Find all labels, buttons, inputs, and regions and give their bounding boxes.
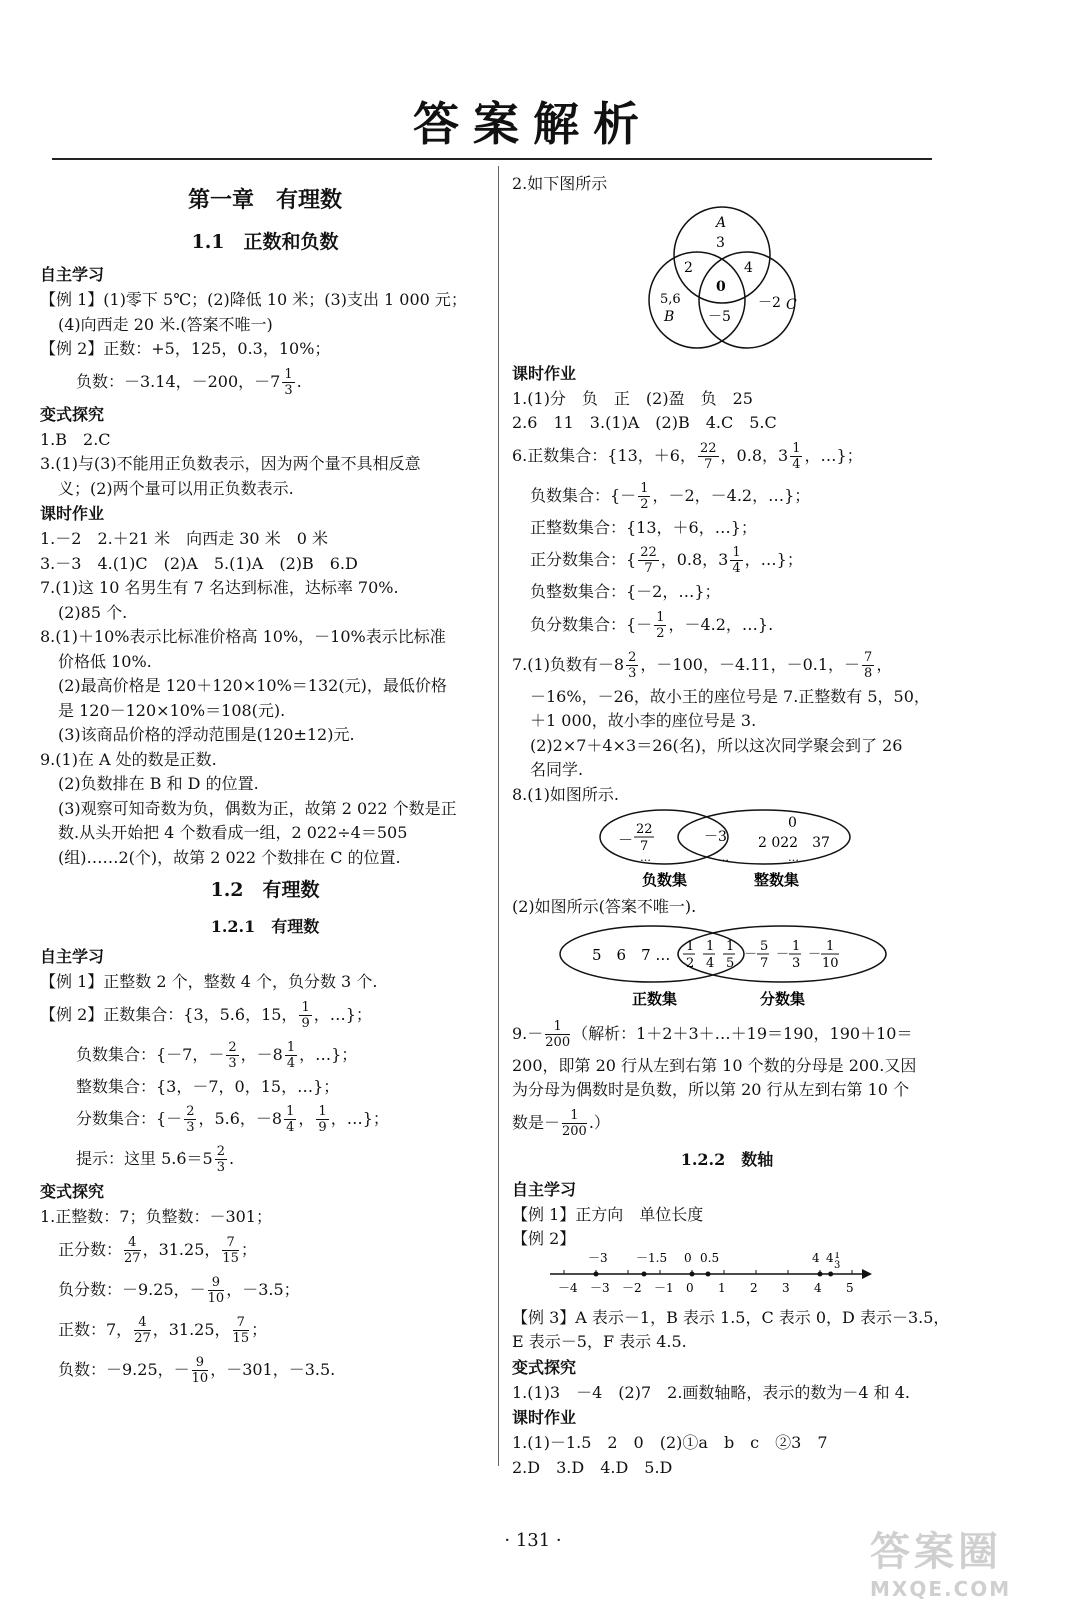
answer-line: 分数集合：{－ $\frac{2}{3}$ ，5.6̇，－8 $\frac{1}{4}$ ， $\frac{1}{9}$ ，…}； (76, 1104, 389, 1135)
positive-fraction-venn-diagram (512, 920, 942, 1010)
answer-line: 【例 1】(1)零下 5℃；(2)降低 10 米；(3)支出 1 000 元； (40, 290, 467, 309)
subsection-label: 自主学习 (40, 265, 105, 284)
subsection-label: 变式探究 (512, 1357, 577, 1377)
page-title: 答案解析 (413, 97, 653, 151)
answer-line: 名同学. (530, 760, 584, 779)
subsection-label: 自主学习 (40, 947, 105, 966)
subsection-label: 变式探究 (40, 404, 105, 424)
venn-label-c: C (786, 296, 797, 313)
fraction: $\frac{2}{3}$ (628, 649, 637, 681)
answer-line: 为分母为偶数时是负数，所以第 20 行从左到右第 10 个 (512, 1080, 910, 1099)
venn3-frac: 1 (792, 938, 801, 954)
answer-line: 义；(2)两个量可以用正负数表示. (58, 478, 294, 498)
fraction: $\frac{2}{3}$ (228, 1039, 237, 1071)
answer-line: 6.正数集合：{13，＋6， $\frac{22}{7}$ ，0.8，3 $\frac{1}{4}$ ，…}； (512, 440, 863, 472)
answer-line: 正整数集合：{13，＋6，…}； (530, 517, 757, 537)
answer-line: 1.－2 2.＋21 米 向西走 30 米 0 米 (40, 529, 328, 548)
answer-line: 7.(1)负数有－8 $\frac{2}{3}$ ，－100，－4.11，－0.1，－ $\frac{7}{8}$ ， (512, 649, 893, 681)
venn2-zero: 0 (788, 815, 797, 831)
section-heading: 1.2 有理数 (210, 879, 320, 901)
answer-line: 价格低 10%. (58, 651, 152, 671)
number-line-point-label: －3 (588, 1251, 608, 1265)
fraction: $\frac{1}{200}$ (562, 1107, 587, 1139)
fraction: $\frac{7}{8}$ (864, 649, 873, 681)
venn3-sign: － (808, 946, 822, 962)
venn3-left: 5 6 7 … (592, 945, 671, 964)
venn3-frac: 7 (760, 955, 769, 971)
fraction: $\frac{1}{9}$ (301, 999, 310, 1031)
venn2-frac-num: 22 (636, 822, 653, 837)
venn-label-a: A (716, 214, 727, 231)
subsection-label: 变式探究 (40, 1182, 105, 1201)
number-line-tick-label: 1 (718, 1280, 726, 1295)
venn-value: 0 (716, 278, 726, 295)
number-line-point-label: 0.5 (700, 1251, 720, 1265)
answer-line: 负数：－9.25，－ $\frac{9}{10}$ ，－301，－3.5. (58, 1354, 336, 1386)
answer-line: 【例 2】 (512, 1229, 576, 1248)
answer-line: 数.从头开始把 4 个数看成一组，2 022÷4＝505 (58, 823, 408, 842)
number-line-tick-label: 3 (782, 1280, 790, 1295)
number-line-tick-label: 2 (750, 1280, 758, 1295)
fraction: $\frac{1}{4}$ (732, 545, 741, 576)
answer-line: (2)负数排在 B 和 D 的位置. (58, 774, 259, 793)
venn-value: －2 (758, 294, 781, 311)
arrow-head-icon (862, 1269, 872, 1279)
venn2-label-neg: 负数集 (642, 871, 688, 889)
answer-line: 负数集合：{－ $\frac{1}{2}$ ，－2，－4.2，…}； (530, 480, 811, 512)
fraction: $\frac{4}{27}$ (134, 1314, 151, 1346)
subsection-label: 课时作业 (512, 363, 577, 383)
page-number: · 131 · (504, 1530, 562, 1551)
answer-line: 8.(1)＋10%表示比标准价格高 10%，－10%表示比标准 (40, 627, 446, 646)
chapter-heading: 第一章 有理数 (187, 187, 342, 213)
answer-line: 1.B 2.C (40, 429, 111, 449)
answer-line: 3.(1)与(3)不能用正负数表示，因为两个量不具相反意 (40, 454, 421, 473)
number-line-point-label: 4 (812, 1251, 820, 1265)
subsection-label: 自主学习 (512, 1179, 577, 1199)
answer-line: 负分数集合：{－ $\frac{1}{2}$ ，－4.2，…}. (530, 609, 774, 641)
section-heading: 1.1 正数和负数 (191, 231, 339, 253)
venn3-frac: 2 (686, 955, 695, 971)
venn3-frac: 3 (792, 955, 801, 971)
fraction: $\frac{1}{2}$ (656, 609, 665, 641)
number-line-point-label: －1.5 (636, 1251, 668, 1265)
answer-line: (2)85 个. (58, 602, 128, 622)
subsection-heading: 1.2.1 有理数 (210, 917, 320, 936)
number-line-frac-whole: 4 (826, 1251, 834, 1265)
venn2-frac-den: 7 (640, 839, 649, 854)
answer-line: 1.(1)－1.5 2 0 (2)①a b c ②3 7 (512, 1433, 828, 1452)
number-line-frac-den: 3 (834, 1259, 841, 1271)
fraction: $\frac{1}{9}$ (318, 1104, 327, 1135)
fraction: $\frac{9}{10}$ (191, 1354, 209, 1386)
answer-line: 数是－ $\frac{1}{200}$ .） (512, 1107, 610, 1139)
number-line-point (828, 1271, 833, 1276)
fraction: $\frac{1}{2}$ (640, 480, 649, 512)
fraction: $\frac{1}{200}$ (545, 1018, 571, 1050)
number-line-tick-label: －3 (590, 1280, 610, 1295)
venn3-sign: － (776, 946, 790, 962)
venn3-frac: 4 (706, 955, 715, 971)
fraction: $\frac{9}{10}$ (207, 1274, 225, 1306)
fraction: $\frac{22}{7}$ (640, 545, 657, 576)
fraction: $\frac{7}{15}$ (232, 1314, 250, 1346)
venn-value: 3 (716, 234, 725, 251)
title-rule (52, 158, 932, 160)
venn2-label-int: 整数集 (754, 871, 800, 889)
venn2-dots: … (788, 851, 799, 864)
watermark-logo (870, 1520, 1060, 1601)
venn2-mid: －3 (704, 829, 727, 845)
answer-line: 负整数集合：{－2，…}； (530, 582, 721, 601)
venn3-frac: 1 (706, 938, 715, 954)
answer-line: (4)向西走 20 米.(答案不唯一) (58, 314, 273, 334)
venn-value: 4 (744, 259, 753, 276)
fraction: $\frac{2}{3}$ (216, 1144, 225, 1175)
answer-line: 【例 1】正整数 2 个，整数 4 个，负分数 3 个. (40, 972, 378, 991)
number-line-point-label: 0 (684, 1251, 692, 1265)
number-line (512, 1252, 942, 1302)
answer-line: 9.－ $\frac{1}{200}$ （解析：1＋2＋3＋…＋19＝190，190＋10＝ (512, 1018, 913, 1050)
answer-line: 【例 2】正数集合：{3，5.6̇，15， $\frac{1}{9}$ ，…}； (40, 999, 372, 1031)
fraction: $\frac{1}{3}$ (284, 366, 293, 398)
answer-line: 正数：7， $\frac{4}{27}$ ，31.25， $\frac{7}{15}$ ； (58, 1314, 268, 1346)
subsection-heading: 1.2.2 数轴 (680, 1149, 774, 1169)
number-line-tick-label: 0 (686, 1280, 694, 1295)
venn3-frac: 1 (726, 938, 735, 954)
number-line-tick-label: －1 (654, 1280, 674, 1295)
number-line-point (818, 1271, 823, 1276)
fraction: $\frac{4}{27}$ (124, 1234, 141, 1266)
fraction: $\frac{1}{4}$ (286, 1104, 295, 1135)
answer-line: ＋1 000，故小李的座位号是 3. (530, 711, 757, 730)
venn3-frac: 1 (826, 938, 835, 954)
fraction: $\frac{1}{4}$ (286, 1039, 296, 1071)
venn3-label-frac: 分数集 (760, 989, 806, 1008)
answer-line: 7.(1)这 10 名男生有 7 名达到标准，达标率 70%. (40, 578, 399, 597)
number-line-tick-label: 5 (846, 1280, 854, 1295)
answer-line: 1.(1)分 负 正 (2)盈 负 25 (512, 388, 753, 408)
answer-line: 是 120－120×10%＝108(元). (58, 700, 286, 720)
answer-line: (2)如图所示(答案不唯一). (512, 897, 697, 916)
answer-line: 2.如下图所示 (512, 174, 608, 193)
venn2-ints: 2 022 37 (758, 835, 830, 851)
venn3-label-pos: 正数集 (632, 989, 678, 1008)
subsection-label: 课时作业 (512, 1408, 577, 1427)
answer-line: (3)该商品价格的浮动范围是(120±12)元. (58, 725, 355, 744)
fraction: $\frac{2}{3}$ (186, 1104, 195, 1135)
answer-line: 2.D 3.D 4.D 5.D (512, 1457, 673, 1477)
venn3-frac: 5 (726, 955, 735, 971)
answer-line: (3)观察可知奇数为负，偶数为正，故第 2 022 个数是正 (58, 798, 457, 818)
venn-label-b: B (664, 308, 675, 325)
answer-line: 200，即第 20 行从左到右第 10 个数的分母是 200.又因 (512, 1055, 917, 1075)
right-column (512, 172, 950, 1480)
venn2-dots: … (718, 851, 729, 864)
watermark-text-bottom: MXQE.COM (870, 1577, 1012, 1601)
three-set-venn-diagram (512, 197, 942, 357)
answer-line: 8.(1)如图所示. (512, 784, 620, 804)
number-line-point (690, 1271, 695, 1276)
answer-line: 3.－3 4.(1)C (2)A 5.(1)A (2)B 6.D (40, 553, 358, 573)
number-line-frac-num: 1 (834, 1251, 841, 1261)
venn3-frac: 10 (822, 955, 839, 971)
number-line-point (594, 1271, 599, 1276)
number-line-tick-label: 4 (814, 1280, 822, 1295)
answer-line: 2.6 11 3.(1)A (2)B 4.C 5.C (512, 413, 777, 432)
number-line-tick-label: －2 (622, 1280, 642, 1295)
answer-line: 正分数集合：{ $\frac{22}{7}$ ，0.8，3 $\frac{1}{4}$ ，…}； (530, 545, 803, 576)
number-line-tick-label: －4 (558, 1280, 578, 1295)
answer-line: 正分数： $\frac{4}{27}$ ，31.25， $\frac{7}{15}$ ； (58, 1234, 257, 1266)
answer-line: 【例 3】A 表示－1，B 表示 1.5，C 表示 0，D 表示－3.5， (512, 1307, 950, 1327)
answer-line: (2)2×7＋4×3＝26(名)，所以这次同学聚会到了 26 (530, 735, 903, 755)
answer-line: 1.正整数：7；负整数：－301； (40, 1207, 272, 1226)
two-set-venn-diagram (512, 807, 942, 891)
answer-line: 负数：－3.14，－200，－7 $\frac{1}{3}$ . (76, 366, 302, 398)
venn3-frac: 1 (686, 938, 695, 954)
number-line-point (706, 1271, 711, 1276)
left-column (40, 178, 490, 1390)
fraction: $\frac{22}{7}$ (700, 440, 717, 472)
answer-line: 整数集合：{3，－7，0，15，…}； (76, 1076, 340, 1096)
answer-line: 9.(1)在 A 处的数是正数. (40, 749, 217, 769)
answer-line: E 表示－5，F 表示 4.5. (512, 1332, 687, 1351)
column-divider (498, 166, 499, 1466)
number-line-point (642, 1271, 647, 1276)
answer-line: 提示：这里 5.6̇＝5 $\frac{2}{3}$ . (76, 1144, 235, 1175)
subsection-label: 课时作业 (40, 504, 105, 523)
venn2-sign: － (618, 831, 634, 849)
venn3-frac: 5 (760, 938, 769, 954)
venn2-dots: … (640, 851, 651, 864)
answer-line: (2)最高价格是 120＋120×10%＝132(元)，最低价格 (58, 676, 447, 695)
venn-value: 2 (684, 259, 693, 276)
venn-value: －5 (708, 308, 731, 325)
venn3-sign: － (744, 946, 758, 962)
answer-line: (组)……2(个)，故第 2 022 个数排在 C 的位置. (58, 847, 401, 867)
answer-line: 【例 2】正数：+5，125，0.3，10%； (40, 339, 331, 358)
fraction: $\frac{1}{4}$ (792, 440, 801, 472)
venn-value: 5,6 (660, 291, 681, 307)
answer-line: 【例 1】正方向 单位长度 (512, 1204, 704, 1224)
answer-line: 负数集合：{－7，－ $\frac{2}{3}$ ，－8 $\frac{1}{4}$ ，…}； (76, 1039, 358, 1071)
answer-line: －16%，－26，故小王的座位号是 7.正整数有 5，50， (530, 686, 930, 706)
fraction: $\frac{7}{15}$ (222, 1234, 239, 1266)
answer-line: 1.(1)3 －4 (2)7 2.画数轴略，表示的数为－4 和 4. (512, 1382, 911, 1402)
watermark-text-top: 答案圈 (870, 1529, 1002, 1575)
answer-line: 负分数：－9.25，－ $\frac{9}{10}$ ，－3.5； (58, 1274, 300, 1306)
